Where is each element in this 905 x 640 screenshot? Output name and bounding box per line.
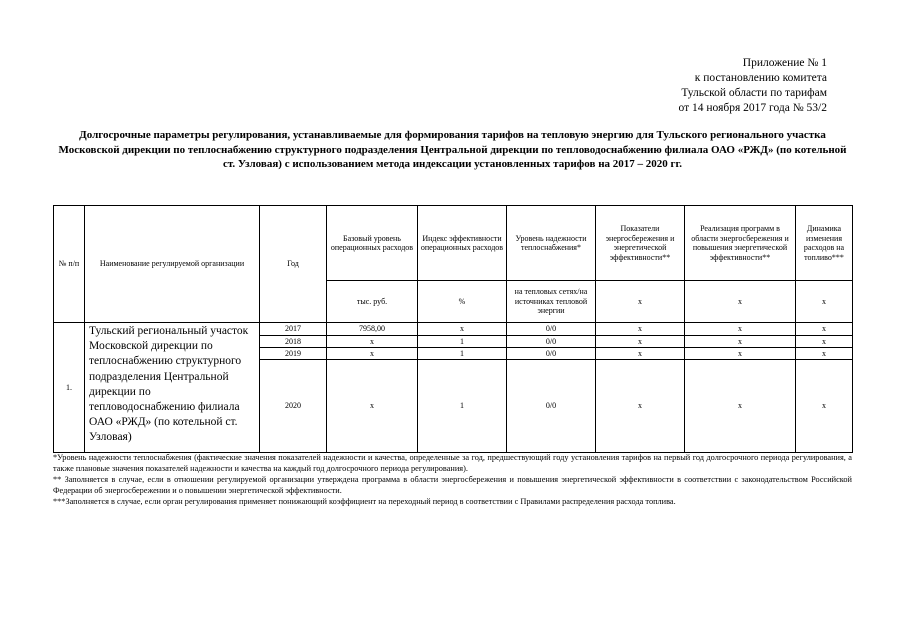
cell-index: 1 [418, 360, 507, 453]
table-row [54, 323, 853, 336]
header-program: Реализация программ в области энергосбережения и повышения энергетической эффективности** [685, 206, 796, 281]
header-org: Наименование регулируемой организации [85, 206, 260, 323]
cell-reliability: 0/0 [507, 323, 596, 336]
unit-program: х [685, 281, 796, 323]
cell-base: 7958,00 [327, 323, 418, 336]
cell-program: х [685, 323, 796, 336]
row-number: 1. [54, 323, 85, 453]
cell-dynamics: х [796, 348, 853, 360]
header-dynamics: Динамика изменения расходов на топливо*** [796, 206, 853, 281]
cell-energy: х [596, 360, 685, 453]
cell-reliability: 0/0 [507, 348, 596, 360]
unit-base: тыс. руб. [327, 281, 418, 323]
cell-dynamics: х [796, 360, 853, 453]
footnote-1: *Уровень надежности теплоснабжения (фактические значения показателей надежности и качества, определенные за год, предшествующий году установления тарифов на первый год долгосрочного периода регулирования, а также плановые значения показателей надежности и качества на каждый год долгосрочного периода регулирования). [53, 453, 852, 473]
cell-year: 2017 [260, 323, 327, 336]
unit-dynamics: х [796, 281, 853, 323]
cell-energy: х [596, 336, 685, 348]
cell-reliability: 0/0 [507, 336, 596, 348]
annex-line-3: Тульской области по тарифам [681, 87, 827, 99]
annex-block [679, 56, 827, 116]
annex-line-2: к постановлению комитета [694, 72, 827, 84]
cell-index: 1 [418, 336, 507, 348]
annex-line-1: Приложение № 1 [742, 57, 827, 69]
cell-reliability: 0/0 [507, 360, 596, 453]
header-year: Год [260, 206, 327, 323]
unit-energy: х [596, 281, 685, 323]
cell-year: 2020 [260, 360, 327, 453]
cell-energy: х [596, 348, 685, 360]
cell-program: х [685, 348, 796, 360]
cell-base: х [327, 360, 418, 453]
cell-base: х [327, 336, 418, 348]
footnote-2: ** Заполняется в случае, если в отношении регулируемой организации утверждена программа в области энергосбережения и повышения энергетической эффективности в соответствии с законодательством Российской Федерации об энергосбережении и о повышении энергетической эффективности. [53, 475, 852, 495]
header-index: Индекс эффективности операционных расходов [418, 206, 507, 281]
cell-program: х [685, 336, 796, 348]
cell-year: 2018 [260, 336, 327, 348]
header-row [54, 206, 853, 281]
cell-index: х [418, 323, 507, 336]
cell-dynamics: х [796, 336, 853, 348]
cell-base: х [327, 348, 418, 360]
cell-index: 1 [418, 348, 507, 360]
organization-name: Тульский региональный участок Московской дирекции по теплоснабжению структурного подразделения Центральной дирекции по тепловодоснабжению филиала ОАО «РЖД» (по котельной ст. Узловая) [85, 323, 260, 453]
unit-reliability: на тепловых сетях/на источниках тепловой энергии [507, 281, 596, 323]
header-base: Базовый уровень операционных расходов [327, 206, 418, 281]
cell-year: 2019 [260, 348, 327, 360]
document-title: Долгосрочные параметры регулирования, устанавливаемые для формирования тарифов на тепловую энергию для Тульского регионального участка Московской дирекции по теплоснабжению структурного подразделения Центральной дирекции по тепловодоснабжению филиала ОАО «РЖД» (по котельной ст. Узловая) с использованием метода индексации установленных тарифов на 2017 – 2020 гг. [58, 129, 847, 170]
unit-index: % [418, 281, 507, 323]
header-num: № п/п [54, 206, 85, 323]
annex-line-4: от 14 ноября 2017 года № 53/2 [678, 102, 827, 114]
footnotes [53, 452, 852, 507]
cell-energy: х [596, 323, 685, 336]
parameters-table [53, 205, 853, 453]
cell-program: х [685, 360, 796, 453]
footnote-3: ***Заполняется в случае, если орган регулирования применяет понижающий коэффициент на переходный период в соответствии с Правилами распределения расхода топлива. [53, 497, 676, 506]
header-energy: Показатели энергосбережения и энергетической эффективности** [596, 206, 685, 281]
header-reliability: Уровень надежности теплоснабжения* [507, 206, 596, 281]
cell-dynamics: х [796, 323, 853, 336]
